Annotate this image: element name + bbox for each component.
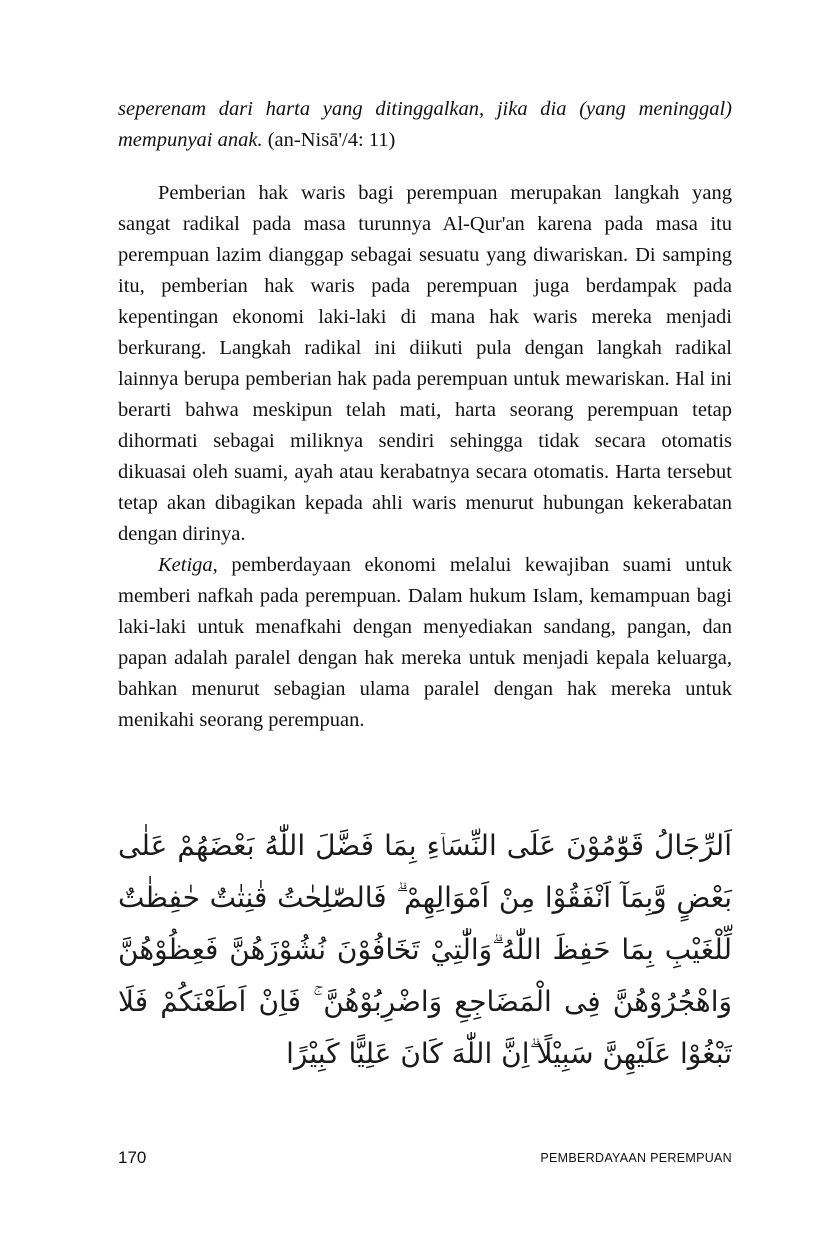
quote-translation	[118, 94, 732, 156]
paragraph-ketiga	[118, 550, 732, 736]
page-footer	[118, 1148, 732, 1172]
paragraph-inheritance: Pemberian hak waris bagi perempuan merupakan langkah yang sangat radikal pada masa turunnya Al-Qur'an karena pada masa itu perempuan lazim dianggap sebagai sesuatu yang diwariskan. Di samping itu, pemberian hak waris pada perempuan juga berdampak pada kepentingan ekonomi laki-laki di mana hak waris mereka menjadi berkurang. Langkah radikal ini diikuti pula dengan langkah radikal lainnya berupa pemberian hak pada perempuan untuk mewariskan. Hal ini berarti bahwa meskipun telah mati, harta seorang perempuan tetap dihormati sebagai miliknya sendiri sehingga tidak secara otomatis dikuasai oleh suami, ayah atau kerabatnya secara otomatis. Harta tersebut tetap akan dibagikan kepada ahli waris menurut hubungan kekerabatan dengan dirinya.	[118, 182, 732, 545]
quran-verse-arabic: اَلرِّجَالُ قَوّٰمُوْنَ عَلَى النِّسَاۤءِ بِمَا فَضَّلَ اللّٰهُ بَعْضَهُمْ عَلٰى بَعْضٍ وَّبِمَآ اَنْفَقُوْا مِنْ اَمْوَالِهِمْ ۗ فَالصّٰلِحٰتُ قٰنِتٰتٌ حٰفِظٰتٌ لِّلْغَيْبِ بِمَا حَفِظَ اللّٰهُ ۗوَالّٰتِيْ تَخَافُوْنَ نُشُوْزَهُنَّ فَعِظُوْهُنَّ وَاهْجُرُوْهُنَّ فِى الْمَضَاجِعِ وَاضْرِبُوْهُنَّ ۚ فَاِنْ اَطَعْنَكُمْ فَلَا تَبْغُوْا عَلَيْهِنَّ سَبِيْلًا ۗاِنَّ اللّٰهَ كَانَ عَلِيًّا كَبِيْرًا	[118, 829, 732, 1070]
running-head: PEMBERDAYAAN PEREMPUAN	[540, 1151, 732, 1165]
paragraph-lead-word: Ketiga,	[158, 554, 218, 576]
quote-italic-text: seperenam dari harta yang ditinggalkan, jika dia (yang meninggal) mempunyai anak.	[118, 98, 732, 151]
page-body	[118, 94, 732, 736]
quote-reference: (an-Nisā'/4: 11)	[262, 129, 396, 151]
page-number: 170	[118, 1148, 147, 1167]
paragraph-ketiga-text: pemberdayaan ekonomi melalui kewajiban suami untuk memberi nafkah pada perempuan. Dalam hukum Islam, kemampuan bagi laki-laki untuk menafkahi dengan menyediakan sandang, pangan, dan papan adalah paralel dengan hak mereka untuk menjadi kepala keluarga, bahkan menurut sebagian ulama paralel dengan hak mereka untuk menikahi seorang perempuan.	[118, 554, 732, 731]
